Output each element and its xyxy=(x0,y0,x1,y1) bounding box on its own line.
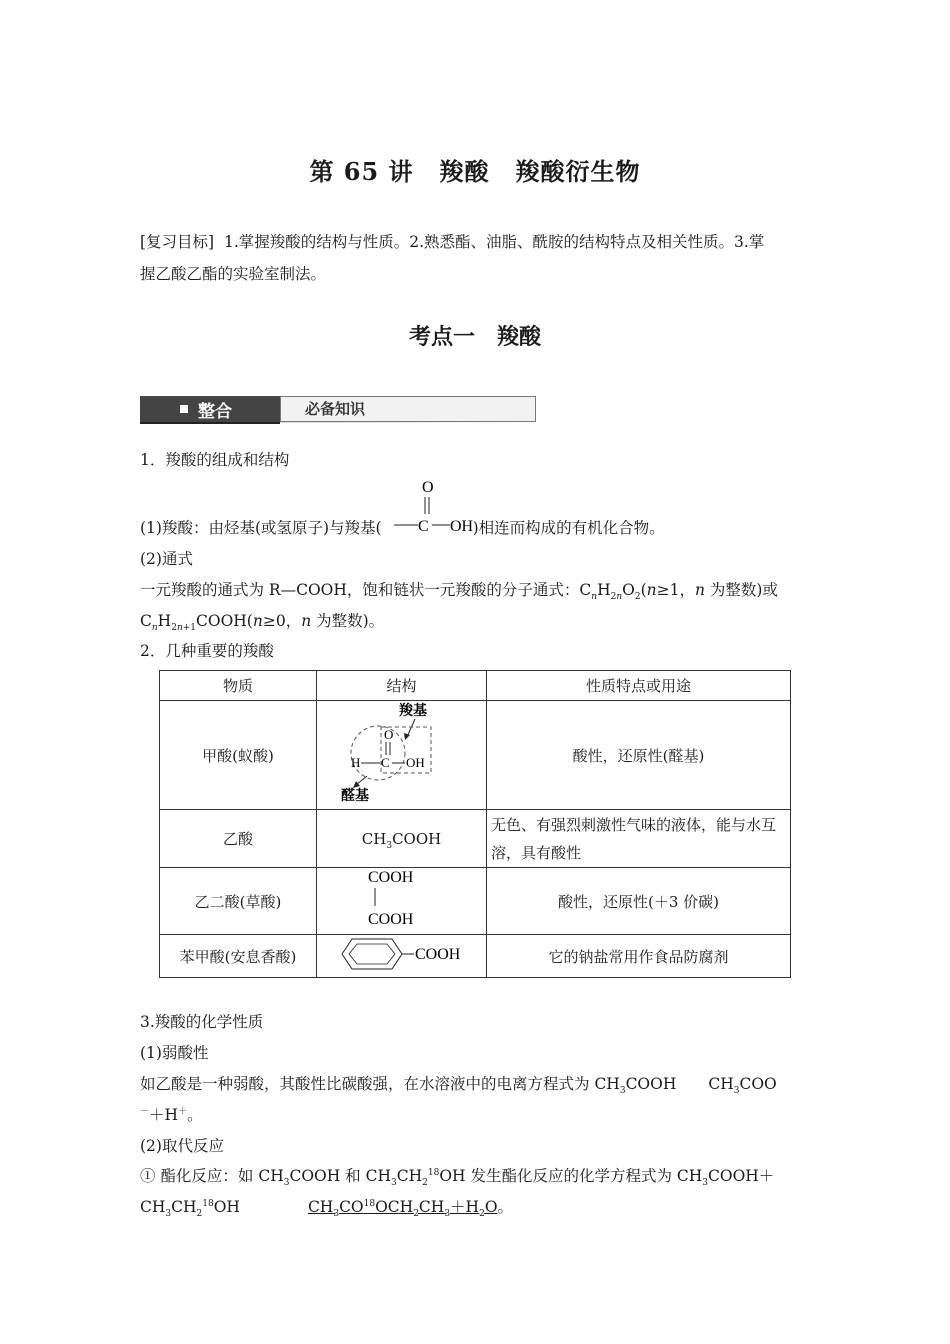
table-row: 乙二酸(草酸) COOH COOH 酸性，还原性(＋3 价碳) xyxy=(160,868,791,935)
goal-label: [复习目标] xyxy=(140,233,215,251)
svg-text:O: O xyxy=(383,727,393,742)
s3-p1: 如乙酸是一种弱酸，其酸性比碳酸强，在水溶液中的电离方程式为 $CH_3COOH$ $CH_3COO$ xyxy=(140,1075,777,1097)
svg-text:H: H xyxy=(350,755,360,770)
s1-p2: (2)通式 xyxy=(140,550,193,568)
section-title: 考点一 羧酸 xyxy=(408,324,541,350)
s1-p3: 一元羧酸的通式为 R—COOH，饱和链状一元羧酸的分子通式：$C_nH_{2n}O_2(n\ge 1$，n 为整数)或 xyxy=(140,581,778,603)
acetic-acid-formula: $CH_3COOH$ xyxy=(317,810,487,868)
svg-text:COOH: COOH xyxy=(414,946,460,963)
oxalic-acid-structure xyxy=(362,868,442,930)
s3-sub2: (2)取代反应 xyxy=(140,1137,224,1155)
s3-sub1: (1)弱酸性 xyxy=(140,1044,209,1062)
formic-acid-structure xyxy=(337,701,467,805)
s3-heading: 3.羧酸的化学性质 xyxy=(140,1013,264,1031)
svg-text:O: O xyxy=(422,479,434,496)
svg-text:OH: OH xyxy=(450,518,474,535)
section-banner: 整合 必备知识 xyxy=(140,396,518,426)
s1-heading: 1．羧酸的组成和结构 xyxy=(140,451,290,469)
svg-text:C: C xyxy=(418,518,429,535)
s3-p1-cont: －＋H＋。 xyxy=(140,1106,203,1124)
s1-p4: $C_nH_{2n+1}COOH(n\ge 0$，n 为整数)。 xyxy=(140,612,385,634)
page-title: 第 65 讲 羧酸 羧酸衍生物 xyxy=(309,157,641,186)
svg-text:C: C xyxy=(380,755,390,770)
s2-heading: 2．几种重要的羧酸 xyxy=(140,642,274,660)
carboxylic-acids-table xyxy=(159,670,791,978)
s3-p2-cont: $CH_3CH_2^{18}OH$ $CH_3CO^{18}OCH_2CH_3+H_2O$。 xyxy=(140,1198,514,1220)
svg-text:醛基: 醛基 xyxy=(340,788,369,804)
review-goals: [复习目标] 1.掌握羧酸的结构与性质。2.熟悉酯、油脂、酰胺的结构特点及相关性质。3.掌 握乙酸乙酯的实验室制法。 xyxy=(140,233,765,283)
benzoic-acid-structure xyxy=(332,935,472,973)
svg-text:COOH: COOH xyxy=(367,911,413,928)
s3-p2: ① 酯化反应：如 $CH_3COOH$ 和 $CH_3CH_2^{18}OH$ 发生酯化反应的化学方程式为 $CH_3COOH+$ xyxy=(140,1167,775,1189)
table-row: 苯甲酸(安息香酸) COOH 它的钠盐常用作食品防腐剂 xyxy=(160,935,791,978)
svg-text:OH: OH xyxy=(405,755,425,770)
svg-text:羧基: 羧基 xyxy=(398,703,427,719)
table-row: 甲酸(蚁酸) 羧基 O H C OH 醛基 酸性，还原性(醛基) xyxy=(160,701,791,810)
table-header-row: 物质 结构 性质特点或用途 xyxy=(160,671,791,701)
svg-text:COOH: COOH xyxy=(367,869,413,886)
s1-p1: (1)羧酸：由烃基(或氢原子)与羧基( )相连而构成的有机化合物。 xyxy=(140,519,665,537)
square-icon xyxy=(180,405,188,413)
table-row: 乙酸 $CH_3COOH$ 无色、有强烈刺激性气味的液体，能与水互溶，具有酸性 xyxy=(160,810,791,868)
